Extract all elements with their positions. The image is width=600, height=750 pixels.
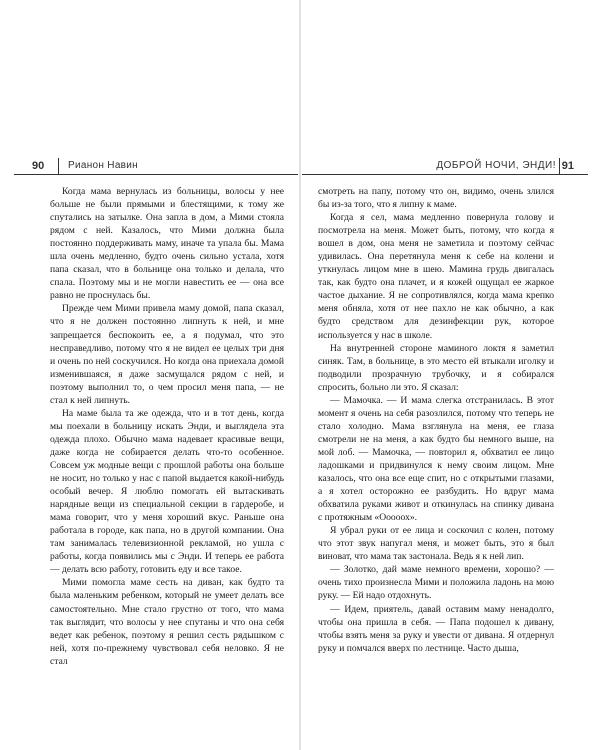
left-page-header [14, 158, 298, 175]
book-gutter [299, 0, 301, 750]
paragraph: Мими помогла маме сесть на диван, как будто та была маленьким ребенком, который не умеет делать все самостоятельно. Мне стало грустно от того, что мама так выглядит, что волосы у нее спутаны и что она себя ведет как ребенок, поэтому я решил сесть рядышком с ней, хотя по-прежнему чувствовал себя неловко. Я не стал [50, 577, 284, 667]
paragraph: — Идем, приятель, давай оставим маму ненадолго, чтобы она пришла в себя. — Папа подошел к дивану, чтобы взять меня за руку и увести от дивана. Я отдернул руку и помчался вверх по лестнице. Часто дыша, [318, 603, 554, 654]
right-page-header [302, 158, 588, 175]
left-running-head: Рианон Навин [68, 160, 139, 171]
paragraph: На внутренней стороне маминого локтя я заметил синяк. Там, в больнице, в это место ей втыкали иголку и подводили прозрачную трубочку, и я собирался спросить, больно ли это. Я сказал: [318, 342, 554, 393]
paragraph: смотреть на папу, потому что он, видимо, очень злился бы из-за того, что я липну к маме. [318, 186, 554, 211]
header-divider [58, 158, 59, 174]
left-page-number: 90 [32, 160, 45, 172]
paragraph: — Золотко, дай маме немного времени, хорошо? — очень тихо произнесла Мими и положила ладонь на мою руку. — Ей надо отдохнуть. [318, 564, 554, 602]
left-page-body [50, 185, 284, 668]
right-page-number: 91 [561, 160, 574, 172]
paragraph: Когда мама вернулась из больницы, волосы у нее больше не были прямыми и блестящими, к тому же спутались на затылке. Она запла в дом, а Мими стояла рядом с ней. Казалось, что Мими должна была постоянно поддерживать маму, иначе та упала бы. Мама шла очень медленно, будто очень сильно устала, хотя папа сказал, что в больнице она только и делала, что спала. Поэтому мы и не могли навестить ее — она все равно не проснулась бы. [50, 186, 284, 302]
paragraph: — Мамочка. — И мама слегка отстранилась. В этот момент я очень на себя разозлился, потому что теперь не стало холодно. Мама взглянула на меня, ее глаза смотрели не на меня, а как будто бы немного выше, на мой лоб. — Мамочка, — повторил я, обхватил ее лицо ладошками и придвинулся к нему своим лицом. Мне казалось, что она все еще спит, но с открытыми глазами, а я хотел осторожно ее разбудить. Но вдруг мама обхватила руками живот и откинулась на спинку дивана с протяжным «Ооооох». [318, 394, 554, 524]
right-running-head: ДОБРОЙ НОЧИ, ЭНДИ! [436, 160, 556, 171]
paragraph: На маме была та же одежда, что и в тот день, когда мы поехали в больницу искать Энди, и выглядела эта одежда плохо. Обычно мама надевает красивые вещи, даже когда не собирается делать что-то особенное. Совсем уж модные вещи с прошлой работы она больше не носит, но только у нас с папой выдается какой-нибудь особый вечер. Я люблю помогать ей вытаскивать нарядные вещи из специальной секции в гардеробе, и мама говорит, что у меня хороший вкус. Раньше она работала в городе, как папа, но в другой компании. Она там занималась телевизионной рекламой, но ушла с работы, когда появились мы с Энди. И теперь ее работа — делать всю работу, готовить еду и все такое. [50, 407, 284, 576]
header-divider [559, 158, 560, 174]
paragraph: Я убрал руки от ее лица и соскочил с колен, потому что этот звук напугал меня, и может быть, это я был виноват, что мама так застонала. Ведь я к ней лип. [318, 525, 554, 563]
paragraph: Когда я сел, мама медленно повернула голову и посмотрела на меня. Может быть, потому, что когда я вошел в дом, она меня не заметила и поэтому сейчас удивилась. Она перетянула меня к себе на колени и уткнулась лицом мне в шею. Мамина грудь двигалась так, как будто она плачет, и я кожей ощущал ее жаркое частое дыхание. Я не сопротивлялся, когда мама крепко меня обняла, хотя от нее пахло не как обычно, а как будто средством для дезинфекции рук, которое используется у нас в школе. [318, 212, 554, 341]
right-page-body [318, 185, 554, 655]
paragraph: Прежде чем Мими привела маму домой, папа сказал, что я не должен постоянно липнуть к ней, и мне запрещается беспокоить ее, а я подумал, что это несправедливо, потому что я не видел ее целых три дня и очень по ней соскучился. Но когда она приехала домой изменившаяся, я даже засмущался рядом с ней, и поэтому выполнил то, о чем просил меня папа, — не стал к ней липнуть. [50, 303, 284, 406]
